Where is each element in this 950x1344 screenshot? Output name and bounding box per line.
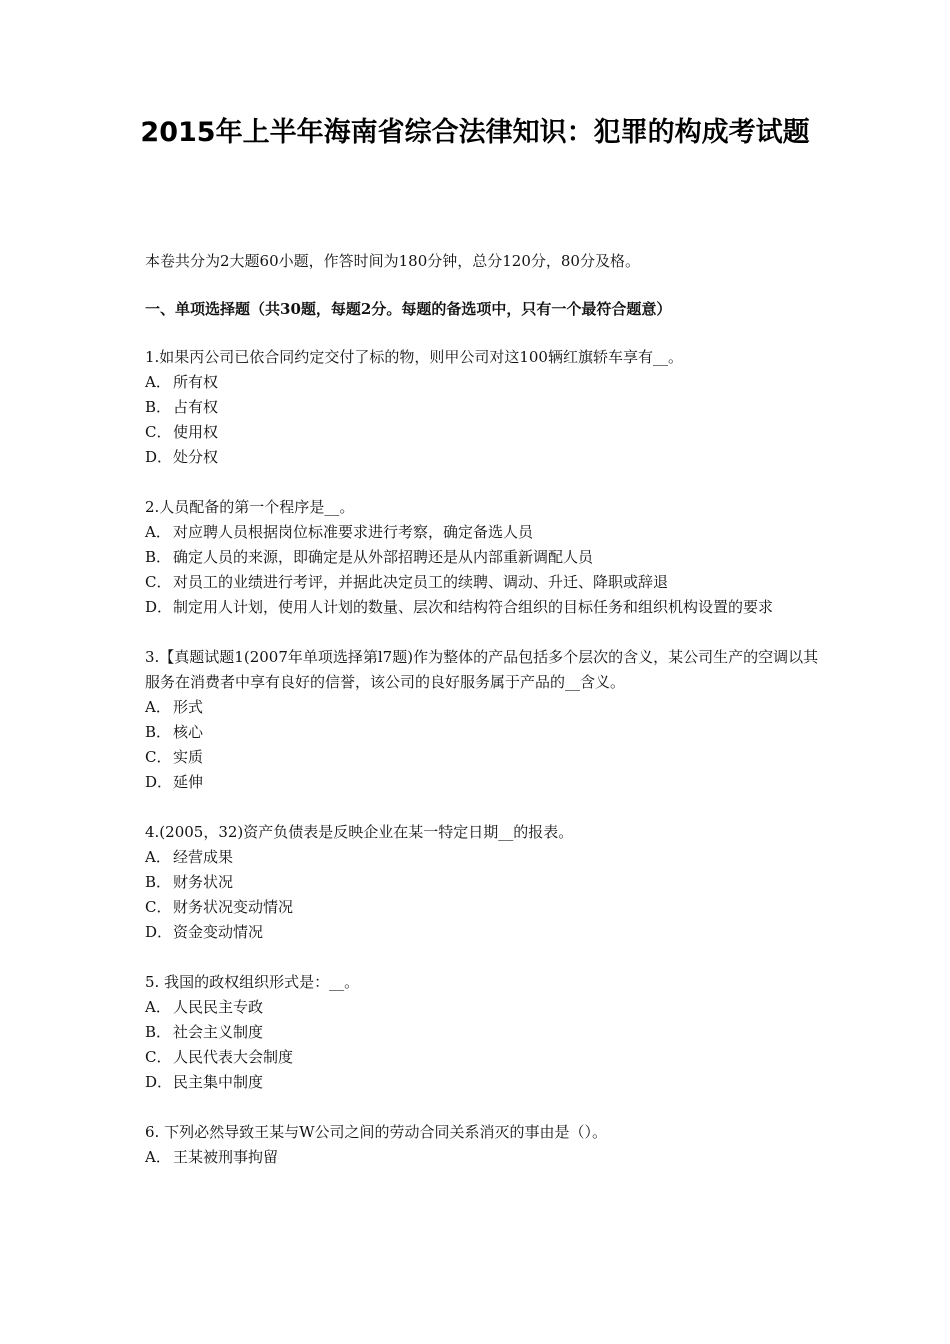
- option-text: 民主集中制度: [173, 1073, 264, 1091]
- option-letter: C．: [145, 573, 172, 591]
- question-6: [145, 1120, 825, 1170]
- option-letter: D．: [145, 923, 173, 941]
- option-text: 实质: [173, 748, 204, 766]
- option-letter: D．: [145, 1073, 173, 1091]
- exam-intro: 本卷共分为2大题60小题，作答时间为180分钟，总分120分，80分及格。: [145, 252, 640, 270]
- option-text: 延伸: [173, 773, 204, 791]
- option-c: [145, 420, 825, 445]
- option-letter: B．: [145, 723, 172, 741]
- option-letter: D．: [145, 598, 173, 616]
- option-letter: C．: [145, 1048, 172, 1066]
- question-3: [145, 645, 825, 795]
- question-2: [145, 495, 825, 620]
- option-letter: A．: [145, 373, 171, 391]
- option-d: [145, 595, 825, 620]
- option-a: [145, 520, 825, 545]
- option-text: 财务状况变动情况: [173, 898, 294, 916]
- option-c: [145, 570, 825, 595]
- option-text: 人民代表大会制度: [173, 1048, 294, 1066]
- option-letter: A．: [145, 1148, 171, 1166]
- option-a: [145, 370, 825, 395]
- option-letter: B．: [145, 548, 172, 566]
- document-body: [145, 249, 825, 1195]
- option-d: [145, 770, 825, 795]
- option-c: [145, 745, 825, 770]
- document-title: 2015年上半年海南省综合法律知识：犯罪的构成考试题: [140, 117, 810, 148]
- option-d: [145, 445, 825, 470]
- option-a: [145, 845, 825, 870]
- option-letter: C．: [145, 423, 172, 441]
- option-text: 所有权: [173, 373, 219, 391]
- option-c: [145, 895, 825, 920]
- option-text: 财务状况: [173, 873, 234, 891]
- option-b: [145, 395, 825, 420]
- option-letter: B．: [145, 398, 172, 416]
- option-b: [145, 1020, 825, 1045]
- option-text: 使用权: [173, 423, 219, 441]
- option-text: 处分权: [173, 448, 219, 466]
- option-b: [145, 720, 825, 745]
- option-b: [145, 870, 825, 895]
- question-4: [145, 820, 825, 945]
- option-text: 社会主义制度: [173, 1023, 264, 1041]
- option-text: 人民民主专政: [173, 998, 264, 1016]
- option-text: 对员工的业绩进行考评，并据此决定员工的续聘、调动、升迁、降职或辞退: [173, 573, 669, 591]
- option-text: 核心: [173, 723, 204, 741]
- option-letter: A．: [145, 698, 171, 716]
- option-letter: A．: [145, 998, 171, 1016]
- option-letter: B．: [145, 873, 172, 891]
- option-letter: C．: [145, 898, 172, 916]
- option-a: [145, 995, 825, 1020]
- option-text: 确定人员的来源，即确定是从外部招聘还是从内部重新调配人员: [173, 548, 594, 566]
- option-c: [145, 1045, 825, 1070]
- option-d: [145, 920, 825, 945]
- option-a: [145, 695, 825, 720]
- option-letter: D．: [145, 773, 173, 791]
- option-text: 王某被刑事拘留: [173, 1148, 279, 1166]
- question-stem: 5. 我国的政权组织形式是：__。: [145, 973, 360, 991]
- option-text: 制定用人计划，使用人计划的数量、层次和结构符合组织的目标任务和组织机构设置的要求: [173, 598, 774, 616]
- section-title: 一、单项选择题（共30题，每题2分。每题的备选项中，只有一个最符合题意）: [145, 300, 672, 318]
- option-letter: B．: [145, 1023, 172, 1041]
- question-stem: 2.人员配备的第一个程序是__。: [145, 498, 355, 516]
- question-stem: 4.(2005，32)资产负债表是反映企业在某一特定日期__的报表。: [145, 823, 574, 841]
- question-1: [145, 345, 825, 470]
- question-stem: 3.【真题试题1(2007年单项选择第l7题)作为整体的产品包括多个层次的含义，某公司生产的空调以其服务在消费者中享有良好的信誉，该公司的良好服务属于产品的__含义。: [145, 648, 819, 691]
- option-a: [145, 1145, 825, 1170]
- question-stem: 6. 下列必然导致王某与W公司之间的劳动合同关系消灭的事由是（）。: [145, 1123, 608, 1141]
- option-text: 资金变动情况: [173, 923, 264, 941]
- question-5: [145, 970, 825, 1095]
- option-text: 形式: [173, 698, 204, 716]
- option-letter: D．: [145, 448, 173, 466]
- option-d: [145, 1070, 825, 1095]
- option-text: 占有权: [173, 398, 219, 416]
- option-letter: A．: [145, 848, 171, 866]
- question-stem: 1.如果丙公司已依合同约定交付了标的物，则甲公司对这100辆红旗轿车享有__。: [145, 348, 683, 366]
- option-letter: A．: [145, 523, 171, 541]
- option-b: [145, 545, 825, 570]
- option-text: 对应聘人员根据岗位标准要求进行考察，确定备选人员: [173, 523, 534, 541]
- option-letter: C．: [145, 748, 172, 766]
- option-text: 经营成果: [173, 848, 234, 866]
